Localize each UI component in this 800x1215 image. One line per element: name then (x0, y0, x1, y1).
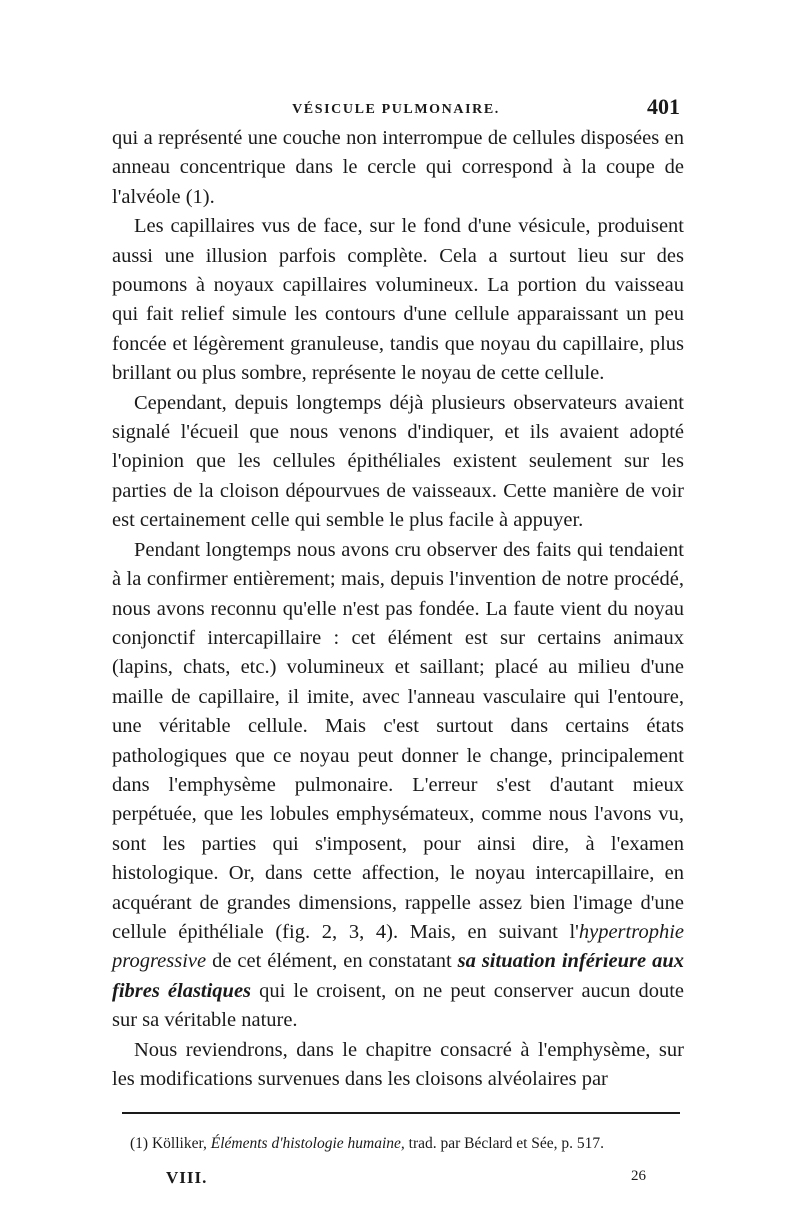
signature-mark: VIII. (166, 1168, 208, 1187)
footnote-title: Éléments d'histologie humaine, (210, 1135, 405, 1152)
paragraph-4-text-c: qui le croisent, on ne peut conserver aucun doute sur sa véritable nature. (112, 979, 685, 1032)
page-footer (166, 1168, 646, 1192)
footnote-marker: (1) (130, 1135, 149, 1152)
page-number: 401 (647, 94, 680, 119)
footnote-rule (122, 1112, 680, 1114)
paragraph-4-text-b: de cet élément, en constatant (206, 950, 458, 973)
footnote (130, 1134, 690, 1154)
emphasis-hypertrophie: hypertrophie progressive (112, 920, 684, 973)
paragraph-5: Nous reviendrons, dans le chapitre consacré à l'emphysème, sur les modifications survenues dans les cloisons alvéolaires par (112, 1038, 684, 1090)
paragraph-2: Les capillaires vus de face, sur le fond d'une vésicule, produisent aussi une illusion parfois complète. Cela a surtout lieu sur des poumons à noyaux capillaires volumineux. La portion du vaisseau qui fait relief simule les contours d'une cellule apparaissant un peu foncée et légèrement granuleuse, tandis que noyau du capillaire, plus brillant ou plus sombre, représente le noyau de cette cellule. (112, 215, 684, 385)
paragraph-4 (112, 536, 684, 1036)
footnote-rest: trad. par Béclard et Sée, p. 517. (408, 1135, 605, 1152)
signature-number: 26 (631, 1168, 646, 1184)
body-text (112, 124, 684, 1094)
paragraph-4-text-a: Pendant longtemps nous avons cru observer des faits qui tendaient à la confirmer entièrement; mais, depuis l'invention de notre procédé, nous avons reconnu qu'elle n'est pas fondée. La faute vient du noyau conjonctif intercapillaire : cet élément est sur certains animaux (lapins, chats, etc.) volumineux et saillant; placé au milieu d'une maille de capillaire, il imite, avec l'anneau vasculaire qui l'entoure, une véritable cellule. Mais c'est surtout dans certains états pathologiques que ce noyau peut donner le change, principalement dans l'emphysème pulmonaire. L'erreur s'est d'autant mieux perpétuée, que les lobules emphysémateux, comme nous l'avons vu, sont les parties qui s'imposent, pour ainsi dire, à l'examen histologique. Or, dans cette affection, le noyau intercapillaire, en acquérant de grandes dimensions, rappelle assez bien l'image d'une cellule épithéliale (fig. 2, 3, 4). Mais, en suivant l' (112, 538, 684, 943)
footnote-author: Kölliker, (151, 1135, 207, 1152)
paragraph-3: Cependant, depuis longtemps déjà plusieurs observateurs avaient signalé l'écueil que nous venons d'indiquer, et ils avaient adopté l'opinion que les cellules épithéliales existent seulement sur les parties de la cloison dépourvues de vaisseaux. Cette manière de voir est certainement celle qui semble le plus facile à appuyer. (112, 391, 684, 532)
paragraph-1: qui a représenté une couche non interrompue de cellules disposées en anneau concentrique dans le cercle qui correspond à la coupe de l'alvéole (1). (112, 127, 684, 208)
running-title: VÉSICULE PULMONAIRE. (292, 102, 500, 117)
page-header (112, 92, 680, 128)
emphasis-situation: sa situation inférieure aux fibres élastiques (112, 950, 684, 1002)
